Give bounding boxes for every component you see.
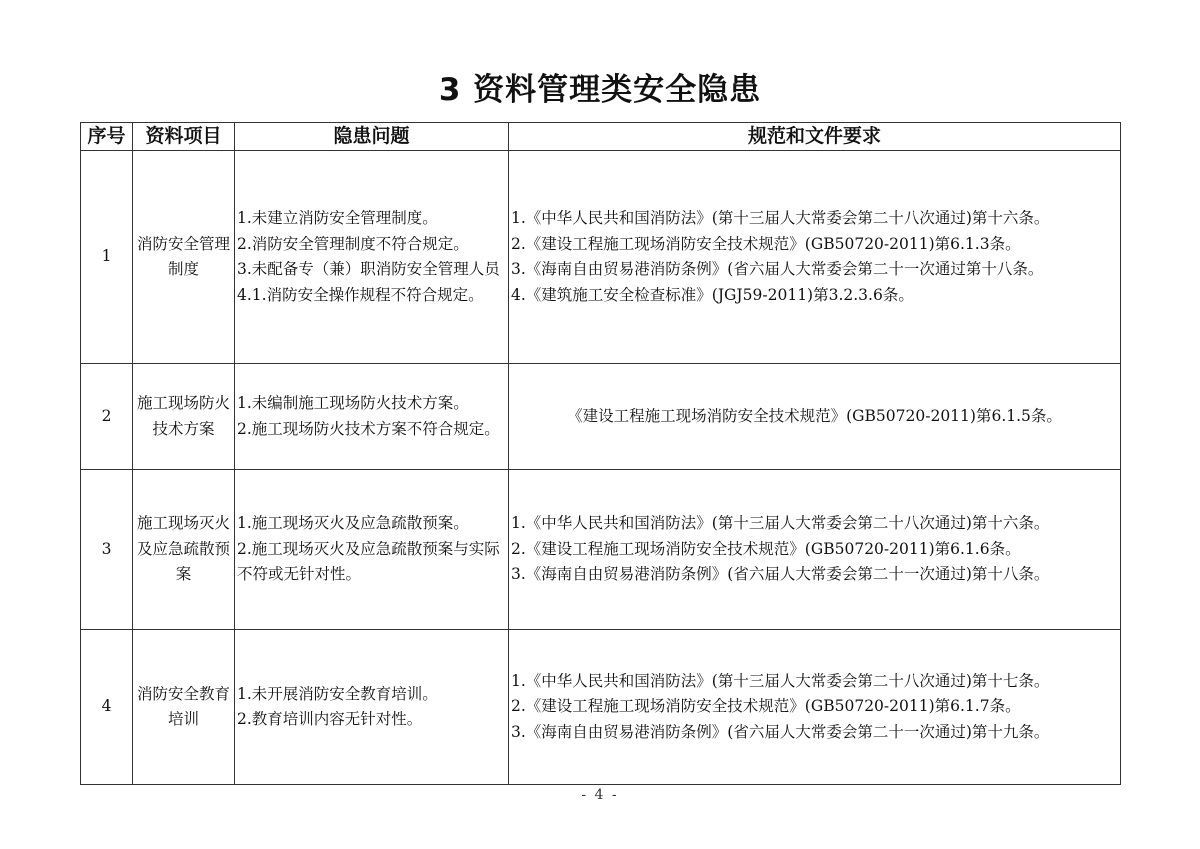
row-number: 4 (81, 630, 133, 785)
row-issues (235, 364, 509, 470)
header-no: 序号 (81, 123, 133, 151)
issue-line: 1.施工现场灭火及应急疏散预案。 (237, 514, 469, 533)
table-row (81, 630, 1121, 785)
page-number: - 4 - (581, 787, 619, 803)
issue-line: 3.未配备专（兼）职消防安全管理人员 (237, 260, 500, 278)
requirement-line: 1.《中华人民共和国消防法》(第十三届人大常委会第二十八次通过)第十六条。 (511, 514, 1050, 533)
row-issues (235, 470, 509, 630)
requirement-line: 3.《海南自由贸易港消防条例》(省六届人大常委会第二十一次通过)第十九条。 (511, 722, 1050, 741)
row-item: 施工现场灭火及应急疏散预案 (133, 470, 235, 630)
row-requirements (509, 470, 1121, 630)
row-issues (235, 151, 509, 364)
issue-line: 1.未开展消防安全教育培训。 (237, 684, 438, 703)
issue-line: 2.消防安全管理制度不符合规定。 (237, 234, 469, 253)
requirement-line: 2.《建设工程施工现场消防安全技术规范》(GB50720-2011)第6.1.6条。 (511, 539, 1021, 558)
issue-line: 2.教育培训内容无针对性。 (237, 710, 423, 728)
row-item: 消防安全教育培训 (133, 630, 235, 785)
row-item: 消防安全管理制度 (133, 151, 235, 364)
row-number: 1 (81, 151, 133, 364)
row-requirements (509, 151, 1121, 364)
row-number: 3 (81, 470, 133, 630)
issue-line: 2.施工现场灭火及应急疏散预案与实际不符或无针对性。 (237, 539, 500, 584)
hazard-table (80, 122, 1121, 785)
header-requirement: 规范和文件要求 (509, 123, 1121, 151)
header-issue: 隐患问题 (235, 123, 509, 151)
row-number: 2 (81, 364, 133, 470)
issue-line: 2.施工现场防火技术方案不符合规定。 (237, 419, 500, 438)
requirement-line: 2.《建设工程施工现场消防安全技术规范》(GB50720-2011)第6.1.7条。 (511, 697, 1021, 716)
requirement-line: 1.《中华人民共和国消防法》(第十三届人大常委会第二十八次通过)第十七条。 (511, 671, 1050, 690)
header-item: 资料项目 (133, 123, 235, 151)
issue-line: 4.1.消防安全操作规程不符合规定。 (237, 285, 484, 304)
table-header-row (81, 123, 1121, 151)
table-row (81, 151, 1121, 364)
requirement-line: 3.《海南自由贸易港消防条例》(省六届人大常委会第二十一次通过第十八条。 (511, 260, 1044, 278)
issue-line: 1.未建立消防安全管理制度。 (237, 209, 438, 227)
row-requirements (509, 630, 1121, 785)
row-requirements (509, 364, 1121, 470)
requirement-line: 3.《海南自由贸易港消防条例》(省六届人大常委会第二十一次通过)第十八条。 (511, 565, 1050, 584)
row-issues (235, 630, 509, 785)
issue-line: 1.未编制施工现场防火技术方案。 (237, 394, 469, 412)
page-title: 3 资料管理类安全隐患 (438, 72, 762, 108)
requirement-line: 2.《建设工程施工现场消防安全技术规范》(GB50720-2011)第6.1.3条。 (511, 234, 1021, 253)
requirement-line: 4.《建筑施工安全检查标准》(JGJ59-2011)第3.2.3.6条。 (511, 285, 914, 304)
row-item: 施工现场防火技术方案 (133, 364, 235, 470)
requirement-line: 《建设工程施工现场消防安全技术规范》(GB50720-2011)第6.1.5条。 (567, 406, 1062, 425)
table-row (81, 364, 1121, 470)
table-row (81, 470, 1121, 630)
requirement-line: 1.《中华人民共和国消防法》(第十三届人大常委会第二十八次通过)第十六条。 (511, 209, 1050, 227)
